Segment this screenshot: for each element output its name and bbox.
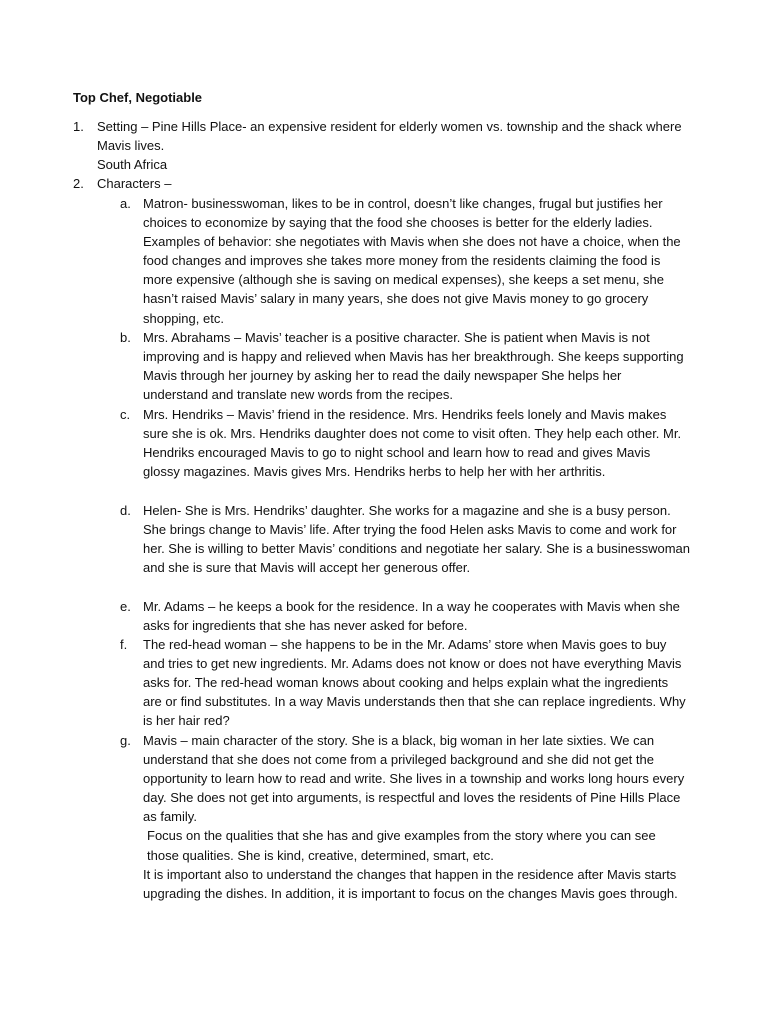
list-letter: f.	[120, 637, 128, 652]
character-text: The red-head woman – she happens to be in the Mr. Adams’ store when Mavis goes to buy and tries to get new ingredients. Mr. Adams does not know or does not have everything Mavis asks for. The red-head woman knows about cooking and helps explain what the ingredients are or find substitutes. In a way Mavis understands then that she can replace ingredients. Why is her hair red?	[143, 637, 686, 729]
character-text: Mrs. Hendriks – Mavis’ friend in the residence. Mrs. Hendriks feels lonely and Mavis makes sure she is ok. Mrs. Hendriks daughter does not come to visit often. They help each other. Mr. Hendriks encouraged Mavis to go to night school and learn how to read and gives Mavis glossy magazines. Mavis gives Mrs. Hendriks herbs to help her with her arthritis.	[143, 407, 682, 480]
list-letter: a.	[120, 196, 131, 211]
characters-heading: Characters –	[97, 176, 172, 191]
setting-description: Setting – Pine Hills Place- an expensive resident for elderly women vs. township and the shack where Mavis lives.	[97, 119, 682, 154]
list-letter: b.	[120, 330, 131, 345]
character-text: Mr. Adams – he keeps a book for the residence. In a way he cooperates with Mavis when she asks for ingredients that she has never asked for before.	[143, 599, 680, 634]
setting-location: South Africa	[97, 157, 168, 173]
character-text: Mrs. Abrahams – Mavis’ teacher is a positive character. She is patient when Mavis is not improving and is happy and relieved when Mavis has her breakthrough. She keeps supporting Mavis through her journey by asking her to read the daily newspaper She helps her understand and translate new words from the recipes.	[143, 330, 684, 403]
list-letter: c.	[120, 407, 131, 422]
mavis-paragraph-1: Mavis – main character of the story. She is a black, big woman in her late sixties. We can understand that she does not come from a privileged background and she did not get the opportunity to learn how to read and write. She lives in a township and works long hours every day. She does not get into arguments, is respectful and loves the residents of Pine Hills Place as family.	[143, 733, 685, 825]
character-text: Helen- She is Mrs. Hendriks’ daughter. She works for a magazine and she is a busy person. She brings change to Mavis’ life. After trying the food Helen asks Mavis to come and work for her. She is willing to better Mavis’ conditions and negotiate her salary. She is a businesswoman and she is sure that Mavis will accept her generous offer.	[143, 503, 691, 576]
document-title: Top Chef, Negotiable	[73, 90, 203, 105]
character-text: Matron- businesswoman, likes to be in control, doesn’t like changes, frugal but justifies her choices to economize by saying that the food she chooses is better for the elderly ladies. Examples of behavior: she negotiates with Mavis when she does not have a choice, when the food changes and improves she takes more money from the residents claiming the food is more expensive (although she is saving on medical expenses), she keeps a set menu, she hasn’t raised Mavis’ salary in many years, she does not give Mavis money to go grocery shopping, etc.	[143, 196, 681, 326]
list-letter: d.	[120, 503, 131, 518]
character-text	[143, 731, 690, 903]
list-letter: e.	[120, 599, 131, 614]
mavis-paragraph-3: It is important also to understand the changes that happen in the residence after Mavis starts upgrading the dishes. In addition, it is important to focus on the changes Mavis goes through.	[143, 866, 678, 901]
list-letter: g.	[120, 733, 131, 748]
mavis-paragraph-2: Focus on the qualities that she has and give examples from the story where you can see those qualities. She is kind, creative, determined, smart, etc.	[147, 828, 656, 863]
list-number: 2.	[73, 176, 84, 191]
list-number: 1.	[73, 119, 84, 134]
setting-text	[97, 117, 683, 174]
